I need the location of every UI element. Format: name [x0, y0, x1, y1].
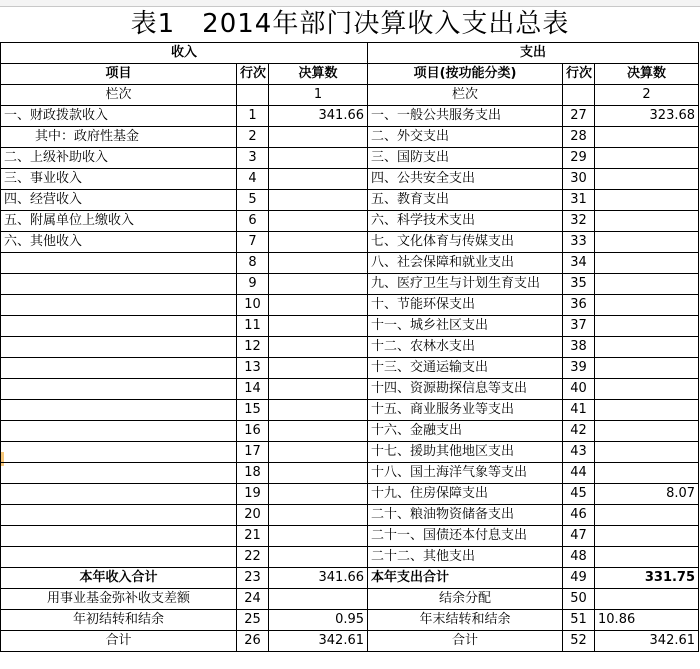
expense-item-cell: 二、外交支出 [368, 127, 563, 148]
expense-amount-header: 决算数 [595, 64, 699, 85]
expense-item-cell: 三、国防支出 [368, 148, 563, 169]
expense-line-cell: 45 [563, 484, 595, 505]
table-row [1, 547, 699, 568]
expense-line-cell: 42 [563, 421, 595, 442]
expense-amount-cell [595, 337, 699, 358]
income-grand-total-label: 合计 [1, 631, 237, 652]
income-line-cell: 8 [237, 253, 269, 274]
expense-item-cell: 五、教育支出 [368, 190, 563, 211]
income-amount-cell [269, 400, 368, 421]
expense-item-cell: 七、文化体育与传媒支出 [368, 232, 563, 253]
expense-line-cell: 48 [563, 547, 595, 568]
income-item-cell [1, 316, 237, 337]
table-row [1, 442, 699, 463]
income-amount-cell [269, 379, 368, 400]
closing-carryover-label: 年末结转和结余 [368, 610, 563, 631]
income-section-header: 收入 [1, 43, 368, 64]
expense-line-cell: 43 [563, 442, 595, 463]
expense-amount-cell [595, 379, 699, 400]
income-amount-cell [269, 127, 368, 148]
expense-line-cell: 40 [563, 379, 595, 400]
income-grand-total-line: 26 [237, 631, 269, 652]
expense-section-header: 支出 [368, 43, 699, 64]
expense-grand-total-amount: 342.61 [595, 631, 699, 652]
column-number-row [1, 85, 699, 106]
expense-line-cell: 44 [563, 463, 595, 484]
table-row [1, 400, 699, 421]
grand-total-row [1, 631, 699, 652]
expense-line-cell: 31 [563, 190, 595, 211]
expense-item-cell: 八、社会保障和就业支出 [368, 253, 563, 274]
expense-amount-cell [595, 358, 699, 379]
income-total-amount: 341.66 [269, 568, 368, 589]
expense-item-cell: 一、一般公共服务支出 [368, 106, 563, 127]
income-amount-cell [269, 190, 368, 211]
carryover-row [1, 610, 699, 631]
income-item-cell [1, 337, 237, 358]
table-row [1, 484, 699, 505]
expense-item-cell: 二十二、其他支出 [368, 547, 563, 568]
expense-amount-cell [595, 442, 699, 463]
income-line-cell: 3 [237, 148, 269, 169]
table-row [1, 127, 699, 148]
table-row [1, 316, 699, 337]
income-amount-cell [269, 295, 368, 316]
expense-item-cell: 九、医疗卫生与计划生育支出 [368, 274, 563, 295]
expense-line-cell: 29 [563, 148, 595, 169]
income-item-cell: 六、其他收入 [1, 232, 237, 253]
expense-item-header: 项目(按功能分类) [368, 64, 563, 85]
expense-item-cell: 四、公共安全支出 [368, 169, 563, 190]
expense-line-cell: 30 [563, 169, 595, 190]
column-header-row [1, 64, 699, 85]
income-line-cell: 22 [237, 547, 269, 568]
table-row [1, 337, 699, 358]
table-row [1, 211, 699, 232]
income-item-cell [1, 484, 237, 505]
income-line-cell: 2 [237, 127, 269, 148]
expense-total-line: 49 [563, 568, 595, 589]
expense-amount-cell [595, 211, 699, 232]
income-line-cell: 1 [237, 106, 269, 127]
expense-line-blank [563, 85, 595, 106]
closing-carryover-amount: 10.86 [595, 610, 699, 631]
table-row [1, 169, 699, 190]
income-amount-cell [269, 232, 368, 253]
expense-amount-cell: 8.07 [595, 484, 699, 505]
income-line-cell: 13 [237, 358, 269, 379]
expense-amount-cell: 323.68 [595, 106, 699, 127]
expense-amount-cell [595, 127, 699, 148]
income-item-cell: 五、附属单位上缴收入 [1, 211, 237, 232]
page-title: 表1 2014年部门决算收入支出总表 [130, 9, 570, 39]
expense-item-cell: 十九、住房保障支出 [368, 484, 563, 505]
income-item-cell: 一、财政拨款收入 [1, 106, 237, 127]
income-line-cell: 7 [237, 232, 269, 253]
expense-amount-cell [595, 148, 699, 169]
opening-carryover-amount: 0.95 [269, 610, 368, 631]
income-amount-cell [269, 337, 368, 358]
expense-line-cell: 41 [563, 400, 595, 421]
income-line-cell: 15 [237, 400, 269, 421]
surplus-distribution-amount [595, 589, 699, 610]
income-line-cell: 20 [237, 505, 269, 526]
fund-balance-label: 用事业基金弥补收支差额 [1, 589, 237, 610]
income-amount-cell [269, 253, 368, 274]
income-amount-cell [269, 274, 368, 295]
expense-amount-cell [595, 169, 699, 190]
income-line-cell: 12 [237, 337, 269, 358]
income-total-label: 本年收入合计 [1, 568, 237, 589]
annual-total-row [1, 568, 699, 589]
expense-item-cell: 十二、农林水支出 [368, 337, 563, 358]
expense-line-cell: 37 [563, 316, 595, 337]
income-amount-cell: 341.66 [269, 106, 368, 127]
expense-item-cell: 十六、金融支出 [368, 421, 563, 442]
income-line-cell: 18 [237, 463, 269, 484]
expense-amount-cell [595, 526, 699, 547]
table-row [1, 505, 699, 526]
income-amount-header: 决算数 [269, 64, 368, 85]
income-item-cell [1, 526, 237, 547]
table-row [1, 358, 699, 379]
income-item-cell [1, 547, 237, 568]
income-amount-cell [269, 463, 368, 484]
expense-line-cell: 32 [563, 211, 595, 232]
income-amount-cell [269, 211, 368, 232]
income-line-header: 行次 [237, 64, 269, 85]
table-row [1, 232, 699, 253]
income-grand-total-amount: 342.61 [269, 631, 368, 652]
table-row [1, 253, 699, 274]
expense-line-cell: 38 [563, 337, 595, 358]
expense-amount-cell [595, 253, 699, 274]
expense-amount-cell [595, 274, 699, 295]
income-item-cell [1, 253, 237, 274]
income-column-number: 1 [269, 85, 368, 106]
expense-item-cell: 十四、资源勘探信息等支出 [368, 379, 563, 400]
income-total-line: 23 [237, 568, 269, 589]
income-line-cell: 6 [237, 211, 269, 232]
table-row [1, 190, 699, 211]
income-line-cell: 10 [237, 295, 269, 316]
income-line-cell: 17 [237, 442, 269, 463]
expense-item-cell: 十一、城乡社区支出 [368, 316, 563, 337]
surplus-distribution-line: 50 [563, 589, 595, 610]
final-accounts-table [0, 42, 699, 652]
expense-line-cell: 27 [563, 106, 595, 127]
income-item-cell: 二、上级补助收入 [1, 148, 237, 169]
expense-line-cell: 39 [563, 358, 595, 379]
income-line-cell: 4 [237, 169, 269, 190]
table-row [1, 106, 699, 127]
expense-item-cell: 二十一、国债还本付息支出 [368, 526, 563, 547]
opening-carryover-label: 年初结转和结余 [1, 610, 237, 631]
expense-line-header: 行次 [563, 64, 595, 85]
expense-amount-cell [595, 190, 699, 211]
expense-amount-cell [595, 400, 699, 421]
income-amount-cell [269, 169, 368, 190]
income-line-cell: 11 [237, 316, 269, 337]
expense-item-cell: 十三、交通运输支出 [368, 358, 563, 379]
table-row [1, 274, 699, 295]
expense-amount-cell [595, 232, 699, 253]
income-line-blank [237, 85, 269, 106]
expense-amount-cell [595, 547, 699, 568]
income-item-cell [1, 463, 237, 484]
expense-column-number: 2 [595, 85, 699, 106]
expense-item-cell: 十五、商业服务业等支出 [368, 400, 563, 421]
expense-item-cell: 十七、援助其他地区支出 [368, 442, 563, 463]
income-line-cell: 21 [237, 526, 269, 547]
expense-amount-cell [595, 421, 699, 442]
expense-item-cell: 十、节能环保支出 [368, 295, 563, 316]
income-item-cell: 其中：政府性基金 [1, 127, 237, 148]
income-item-cell: 四、经营收入 [1, 190, 237, 211]
income-item-cell [1, 400, 237, 421]
income-item-cell: 三、事业收入 [1, 169, 237, 190]
income-line-cell: 16 [237, 421, 269, 442]
expense-total-label: 本年支出合计 [368, 568, 563, 589]
expense-line-cell: 34 [563, 253, 595, 274]
expense-grand-total-line: 52 [563, 631, 595, 652]
expense-line-cell: 33 [563, 232, 595, 253]
income-amount-cell [269, 484, 368, 505]
fund-balance-row [1, 589, 699, 610]
income-item-header: 项目 [1, 64, 237, 85]
income-amount-cell [269, 358, 368, 379]
income-amount-cell [269, 421, 368, 442]
expense-item-cell: 六、科学技术支出 [368, 211, 563, 232]
expense-amount-cell [595, 505, 699, 526]
table-row [1, 421, 699, 442]
expense-line-cell: 46 [563, 505, 595, 526]
income-item-cell [1, 421, 237, 442]
expense-line-cell: 36 [563, 295, 595, 316]
income-line-cell: 5 [237, 190, 269, 211]
closing-carryover-line: 51 [563, 610, 595, 631]
income-line-cell: 19 [237, 484, 269, 505]
income-line-cell: 14 [237, 379, 269, 400]
table-row [1, 379, 699, 400]
table-row [1, 463, 699, 484]
income-item-cell [1, 505, 237, 526]
income-amount-cell [269, 316, 368, 337]
fund-balance-amount [269, 589, 368, 610]
fund-balance-line: 24 [237, 589, 269, 610]
expense-item-cell: 十八、国土海洋气象等支出 [368, 463, 563, 484]
expense-item-cell: 二十、粮油物资储备支出 [368, 505, 563, 526]
income-column-label: 栏次 [1, 85, 237, 106]
income-amount-cell [269, 526, 368, 547]
table-row [1, 148, 699, 169]
expense-line-cell: 47 [563, 526, 595, 547]
income-item-cell [1, 274, 237, 295]
expense-amount-cell [595, 316, 699, 337]
income-amount-cell [269, 442, 368, 463]
income-item-cell [1, 379, 237, 400]
section-header-row [1, 43, 699, 64]
income-item-cell [1, 295, 237, 316]
expense-line-cell: 35 [563, 274, 595, 295]
opening-carryover-line: 25 [237, 610, 269, 631]
expense-total-amount: 331.75 [595, 568, 699, 589]
surplus-distribution-label: 结余分配 [368, 589, 563, 610]
expense-column-label: 栏次 [368, 85, 563, 106]
income-item-cell [1, 442, 237, 463]
income-amount-cell [269, 148, 368, 169]
expense-line-cell: 28 [563, 127, 595, 148]
income-line-cell: 9 [237, 274, 269, 295]
table-row [1, 526, 699, 547]
expense-amount-cell [595, 463, 699, 484]
income-amount-cell [269, 547, 368, 568]
income-item-cell [1, 358, 237, 379]
expense-grand-total-label: 合计 [368, 631, 563, 652]
table-row [1, 295, 699, 316]
income-amount-cell [269, 505, 368, 526]
expense-amount-cell [595, 295, 699, 316]
